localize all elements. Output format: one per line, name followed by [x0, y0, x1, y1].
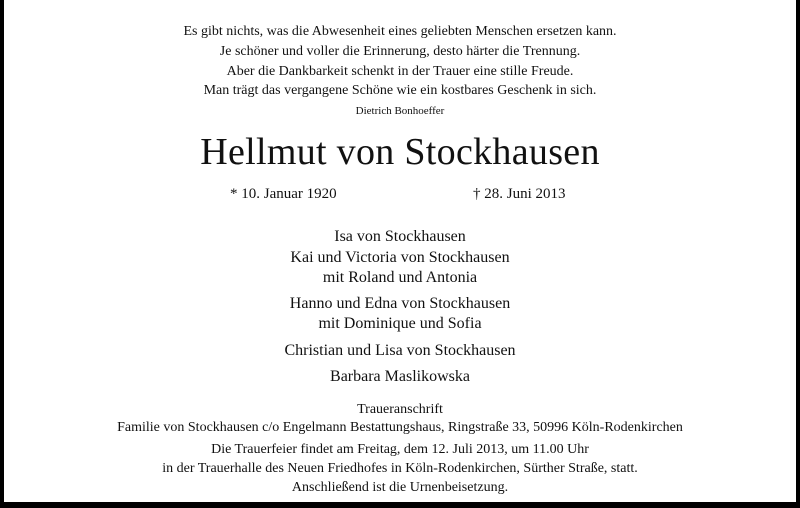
quote-line: Es gibt nichts, was die Abwesenheit eines geliebten Menschen ersetzen kann.: [183, 24, 617, 39]
birth-date: * 10. Januar 1920: [230, 186, 337, 202]
quote-line: Aber die Dankbarkeit schenkt in der Trauer eine stille Freude.: [226, 64, 574, 79]
deceased-name: Hellmut von Stockhausen: [200, 131, 600, 173]
ceremony-line: in der Trauerhalle des Neuen Friedhofes in Köln-Rodenkirchen, Sürther Straße, statt.: [162, 461, 638, 476]
address-text: Familie von Stockhausen c/o Engelmann Bestattungshaus, Ringstraße 33, 50996 Köln-Rodenkirchen: [117, 420, 683, 435]
address-heading: Traueranschrift: [357, 402, 443, 417]
mourner-line: mit Roland und Antonia: [322, 269, 478, 286]
death-date: † 28. Juni 2013: [473, 186, 566, 202]
ceremony-line: Die Trauerfeier findet am Freitag, dem 12. Juli 2013, um 11.00 Uhr: [211, 442, 589, 457]
mourner-line: Isa von Stockhausen: [334, 228, 466, 245]
ceremony-line: Anschließend ist die Urnenbeisetzung.: [291, 480, 509, 495]
quote-author: Dietrich Bonhoeffer: [355, 105, 445, 117]
mourner-line: Kai und Victoria von Stockhausen: [290, 249, 510, 266]
mourner-line: Barbara Maslikowska: [330, 368, 470, 385]
quote-line: Je schöner und voller die Erinnerung, desto härter die Trennung.: [219, 44, 581, 59]
mourner-line: Hanno und Edna von Stockhausen: [289, 295, 511, 312]
mourner-line: Christian und Lisa von Stockhausen: [284, 342, 516, 359]
mourner-line: mit Dominique und Sofia: [318, 315, 482, 332]
quote-line: Man trägt das vergangene Schöne wie ein kostbares Geschenk in sich.: [203, 83, 597, 98]
